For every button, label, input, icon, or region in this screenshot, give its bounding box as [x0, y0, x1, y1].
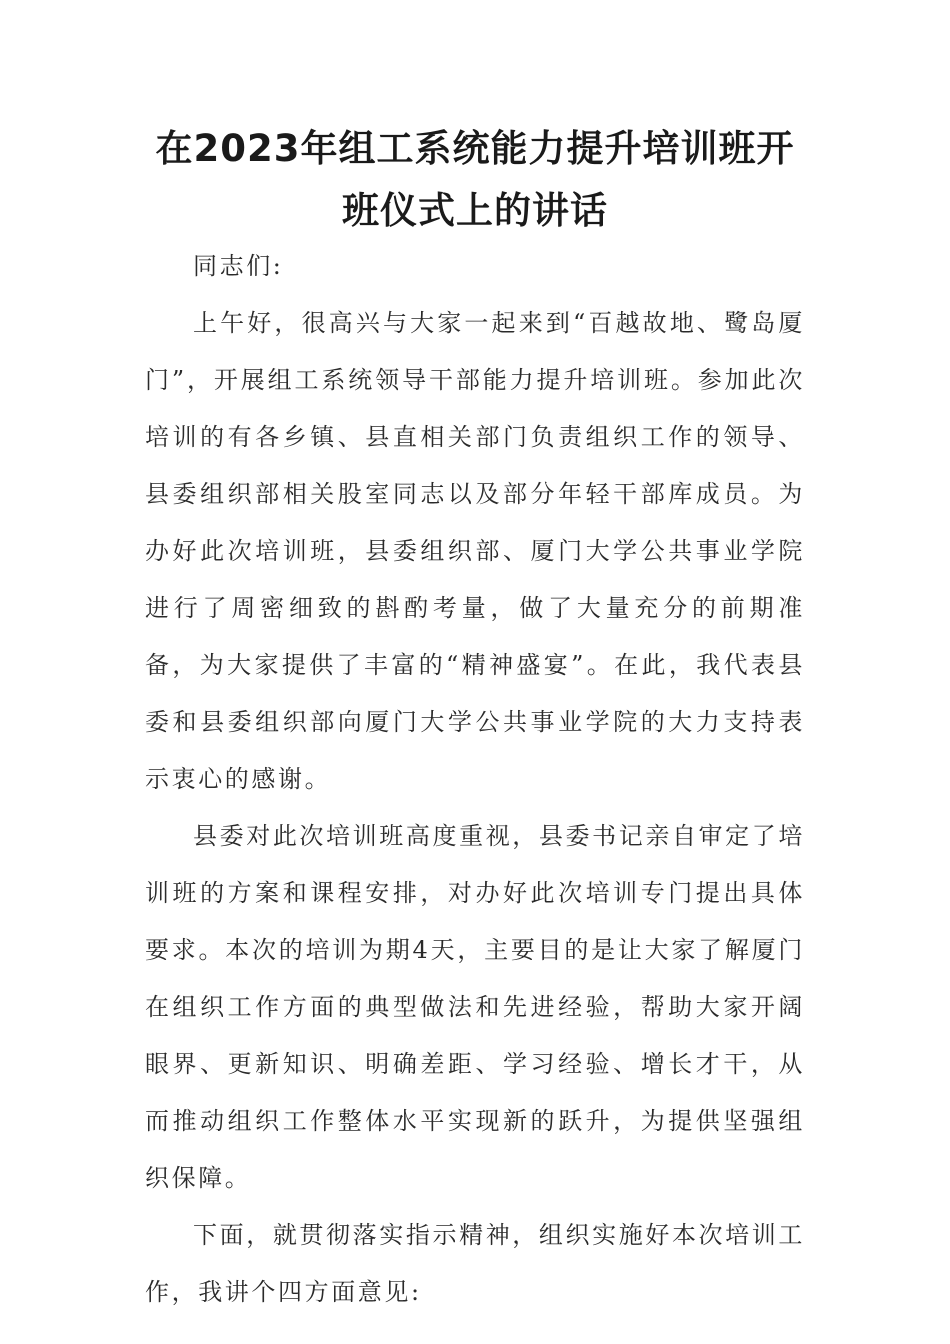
document-title	[140, 118, 810, 242]
title-line-2: 班仪式上的讲话	[342, 189, 608, 232]
title-line-1: 在2023年组工系统能力提升培训班开	[155, 127, 795, 170]
paragraph-3: 下面，就贯彻落实指示精神，组织实施好本次培训工作，我讲个四方面意见:	[145, 1221, 805, 1306]
paragraph-1: 上午好，很高兴与大家一起来到“百越故地、鹭岛厦门”，开展组工系统领导干部能力提升培训班。参加此次培训的有各乡镇、县直相关部门负责组织工作的领导、县委组织部相关股室同志以及部分年轻干部库成员。为办好此次培训班，县委组织部、厦门大学公共事业学院进行了周密细致的斟酌考量，做了大量充分的前期准备，为大家提供了丰富的“精神盛宴”。在此，我代表县委和县委组织部向厦门大学公共事业学院的大力支持表示衷心的感谢。	[145, 309, 805, 793]
paragraph-2: 县委对此次培训班高度重视，县委书记亲自审定了培训班的方案和课程安排，对办好此次培训专门提出具体要求。本次的培训为期4天，主要目的是让大家了解厦门在组织工作方面的典型做法和先进经验，帮助大家开阔眼界、更新知识、明确差距、学习经验、增长才干，从而推动组织工作整体水平实现新的跃升，为提供坚强组织保障。	[145, 822, 805, 1192]
salutation: 同志们:	[193, 252, 284, 280]
document-body	[145, 238, 805, 1321]
